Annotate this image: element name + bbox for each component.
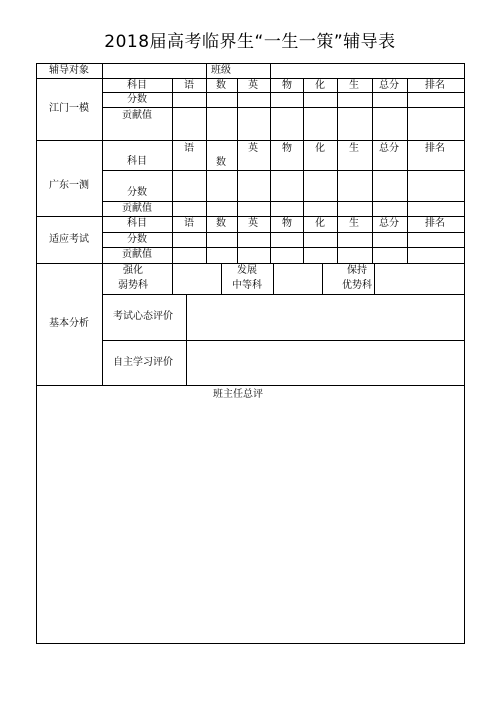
column-header: 总分 (379, 143, 399, 154)
column-header: 语 (184, 218, 194, 229)
column-header: 化 (315, 143, 325, 154)
column-header: 生 (349, 143, 359, 154)
table-rule (407, 78, 408, 264)
class-label: 班级 (211, 65, 231, 76)
column-header: 语 (184, 80, 194, 91)
table-rule (36, 643, 465, 644)
column-header: 总分 (379, 218, 399, 229)
table-rule (36, 63, 37, 644)
column-header: 数 (216, 218, 226, 229)
section-name-guangdong: 广东一测 (49, 180, 89, 191)
table-rule (237, 78, 238, 264)
table-rule (102, 107, 465, 108)
table-rule (102, 340, 465, 341)
table-rule (270, 63, 271, 79)
table-rule (372, 78, 373, 264)
row-label-score: 分数 (127, 234, 147, 245)
develop-label: 中等科 (232, 280, 262, 291)
table-rule (102, 232, 465, 233)
strengthen-label: 强化 (123, 265, 143, 276)
table-rule (102, 247, 465, 248)
self-study-label: 自主学习评价 (113, 357, 173, 368)
table-rule (337, 78, 338, 264)
column-header: 科目 (127, 218, 147, 229)
table-rule (36, 63, 465, 64)
column-header: 物 (282, 143, 292, 154)
section-name-adaptive: 适应考试 (49, 234, 89, 245)
table-rule (102, 63, 103, 79)
table-rule (102, 92, 465, 93)
section-name-analysis: 基本分析 (49, 318, 89, 329)
develop-label: 发展 (237, 265, 257, 276)
table-rule (36, 78, 465, 79)
table-rule (36, 263, 465, 264)
section-name-jiangmen: 江门一模 (49, 103, 89, 114)
table-rule (186, 294, 187, 386)
row-label-contribution: 贡献值 (122, 203, 152, 214)
column-header: 排名 (425, 143, 445, 154)
column-header: 数 (216, 80, 226, 91)
maintain-label: 优势科 (342, 280, 372, 291)
table-rule (206, 78, 207, 264)
strengthen-label: 弱势科 (118, 280, 148, 291)
table-rule (102, 294, 465, 295)
table-rule (102, 170, 465, 171)
row-label-subject: 科目 (127, 156, 147, 167)
maintain-label: 保持 (347, 265, 367, 276)
column-header: 物 (282, 80, 292, 91)
table-rule (102, 263, 103, 386)
table-rule (172, 263, 173, 295)
table-rule (322, 263, 323, 295)
table-rule (36, 216, 465, 217)
column-header: 语 (184, 143, 194, 154)
table-rule (270, 78, 271, 264)
column-header: 化 (315, 80, 325, 91)
table-rule (303, 78, 304, 264)
column-header: 英 (248, 218, 258, 229)
row-label-contribution: 贡献值 (122, 110, 152, 121)
column-header: 英 (248, 143, 258, 154)
column-header: 物 (282, 218, 292, 229)
row-label-contribution: 贡献值 (122, 249, 152, 260)
table-rule (102, 201, 465, 202)
teacher-comment-label: 班主任总评 (213, 389, 263, 400)
table-rule (206, 63, 207, 79)
row-label-score: 分数 (127, 94, 147, 105)
column-header: 化 (315, 218, 325, 229)
table-rule (273, 263, 274, 295)
table-rule (102, 78, 103, 264)
table-rule (221, 263, 222, 295)
table-rule (464, 63, 465, 644)
mindset-label: 考试心态评价 (113, 311, 173, 322)
column-header: 总分 (379, 80, 399, 91)
table-rule (172, 78, 173, 264)
page-title: 2018届高考临界生“一生一策”辅导表 (104, 32, 396, 52)
target-label: 辅导对象 (49, 65, 89, 76)
column-header: 英 (248, 80, 258, 91)
table-rule (36, 140, 465, 141)
column-header: 科目 (127, 80, 147, 91)
table-rule (374, 263, 375, 295)
column-header: 数 (216, 157, 226, 168)
table-rule (36, 385, 465, 386)
row-label-score: 分数 (127, 187, 147, 198)
column-header: 生 (349, 218, 359, 229)
column-header: 排名 (425, 80, 445, 91)
column-header: 排名 (425, 218, 445, 229)
column-header: 生 (349, 80, 359, 91)
